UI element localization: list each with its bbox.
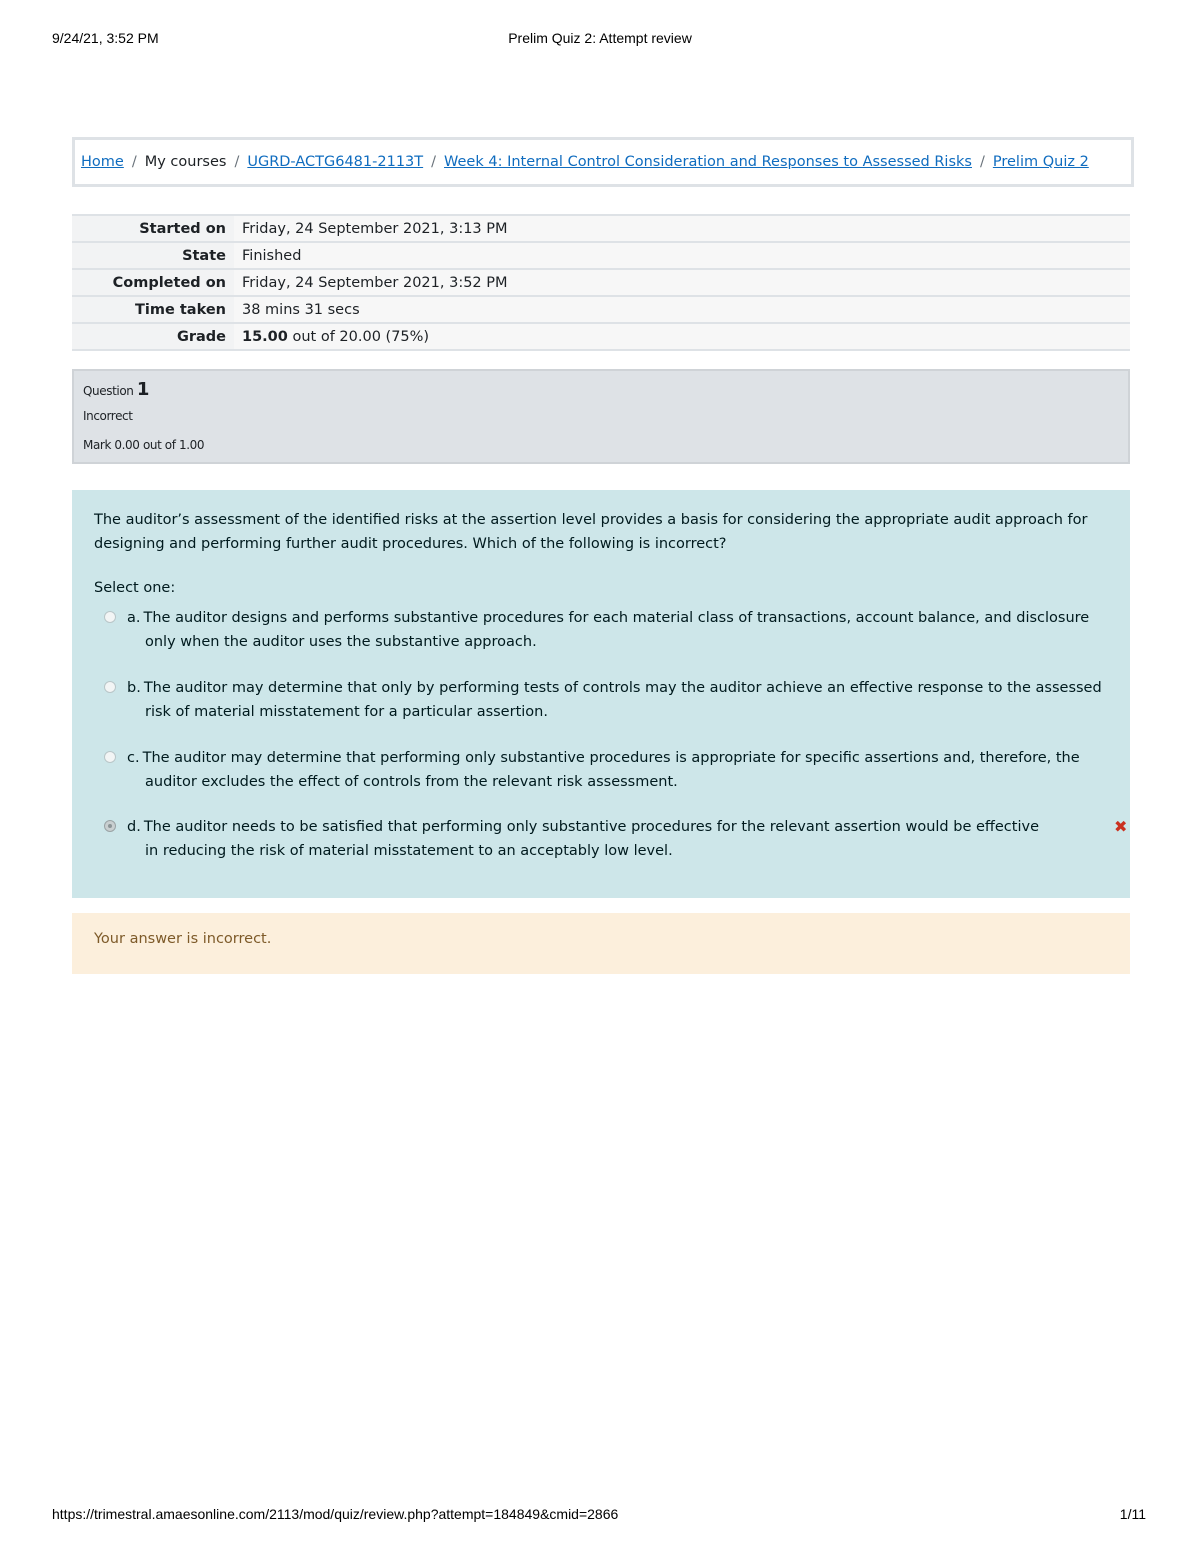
breadcrumb-quiz-link[interactable]: Prelim Quiz 2 [992,154,1089,170]
option-letter: a. [127,610,141,626]
question-formulation [72,490,1130,898]
question-state: Incorrect [83,409,133,423]
summary-value: Friday, 24 September 2021, 3:52 PM [234,269,1130,296]
option-letter: b. [127,680,141,696]
incorrect-icon: ✖ [1114,817,1128,836]
answer-option-label [127,676,1104,724]
question-info-box [72,369,1130,464]
summary-value [234,323,1130,350]
answer-option-b[interactable] [104,676,1104,724]
summary-row-time-taken [72,296,1130,323]
question-number-value: 1 [136,379,150,400]
breadcrumb-separator: / [131,154,137,170]
option-text: The auditor designs and performs substantive procedures for each material class of transactions, account balance, and disclosure only when the auditor uses the substantive approach. [143,610,1090,650]
answer-option-a[interactable] [104,606,1104,654]
question-number [83,379,149,400]
question-label: Question [83,384,134,398]
option-letter: d. [127,819,141,835]
summary-row-state [72,242,1130,269]
feedback-box [72,913,1130,974]
question-mark: Mark 0.00 out of 1.00 [83,438,205,452]
summary-label: Grade [72,323,234,350]
question-text: The auditor’s assessment of the identified risks at the assertion level provides a basis for considering the appropriate audit approach for designing and performing further audit procedures. Which of the following is incorrect? [94,512,1088,552]
option-text: The auditor may determine that performing only substantive procedures is appropriate for specific assertions and, therefore, the auditor excludes the effect of controls from the relevant risk assessment. [142,750,1080,790]
radio-button[interactable] [104,751,116,763]
summary-row-grade [72,323,1130,350]
summary-value: Friday, 24 September 2021, 3:13 PM [234,215,1130,242]
breadcrumb-separator: / [234,154,240,170]
print-url: https://trimestral.amaesonline.com/2113/mod/quiz/review.php?attempt=184849&cmid=2866 [52,1506,619,1522]
breadcrumb-my-courses: My courses [144,154,227,170]
print-page-title: Prelim Quiz 2: Attempt review [508,30,692,46]
summary-label: Started on [72,215,234,242]
print-datetime: 9/24/21, 3:52 PM [52,30,159,46]
option-text: The auditor may determine that only by performing tests of controls may the auditor achieve an effective response to the assessed risk of material misstatement for a particular assertion. [143,680,1102,720]
summary-value: 38 mins 31 secs [234,296,1130,323]
summary-row-started [72,215,1130,242]
summary-value: Finished [234,242,1130,269]
answer-option-label [127,606,1104,654]
breadcrumb-separator: / [979,154,985,170]
radio-button[interactable] [104,681,116,693]
answer-prompt: Select one: [94,580,176,596]
breadcrumb-week-link[interactable]: Week 4: Internal Control Consideration and Responses to Assessed Risks [444,154,972,170]
breadcrumb-separator: / [431,154,437,170]
answer-option-d[interactable] [104,815,1128,863]
attempt-summary-table [72,214,1130,351]
answer-option-label [127,815,1045,863]
grade-score: 15.00 [242,328,288,345]
breadcrumb-home-link[interactable]: Home [81,154,124,170]
summary-label: Completed on [72,269,234,296]
answer-option-label [127,746,1104,794]
breadcrumb-course-link[interactable]: UGRD-ACTG6481-2113T [247,154,424,170]
radio-button[interactable] [104,611,116,623]
feedback-text: Your answer is incorrect. [94,931,272,947]
print-page-number: 1/11 [1119,1506,1146,1522]
option-text: The auditor needs to be satisfied that performing only substantive procedures for the relevant assertion would be effective in reducing the risk of material misstatement to an acceptably low level. [143,819,1039,859]
breadcrumb [72,137,1134,187]
summary-label: State [72,242,234,269]
option-letter: c. [127,750,140,766]
answer-option-c[interactable] [104,746,1104,794]
summary-row-completed [72,269,1130,296]
radio-button-selected[interactable] [104,820,116,832]
grade-rest: out of 20.00 (75%) [292,328,430,345]
summary-label: Time taken [72,296,234,323]
